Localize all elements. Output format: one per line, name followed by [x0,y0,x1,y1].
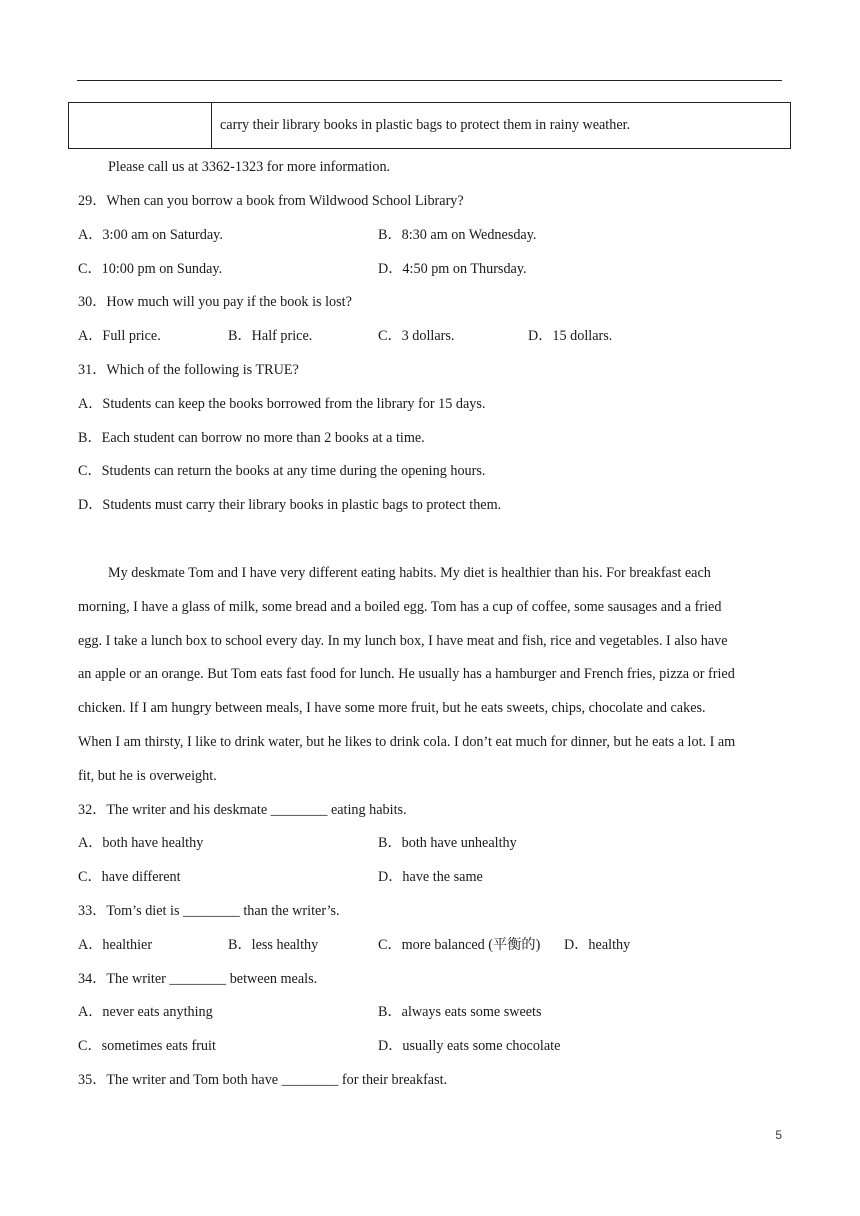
question-31-stem: 31．Which of the following is TRUE? [78,362,299,378]
passage-line: chicken. If I am hungry between meals, I have some more fruit, but he eats sweets, chips, chocolate and cakes. [78,700,706,716]
page-number: 5 [775,1128,782,1142]
question-33-option-a: A．healthier [78,937,153,953]
question-33-stem: 33．Tom’s diet is ________ than the writer’s. [78,903,340,919]
table-cell-text: carry their library books in plastic bags to protect them in rainy weather. [212,103,791,149]
question-31-option-c: C．Students can return the books at any time during the opening hours. [78,463,486,479]
passage-line: morning, I have a glass of milk, some bread and a boiled egg. Tom has a cup of coffee, some sausages and a fried [78,599,722,615]
question-30-option-d: D．15 dollars. [528,328,613,344]
question-32-option-c: C．have different [78,869,181,885]
question-30-option-a: A．Full price. [78,328,161,344]
header-rule [77,80,782,81]
question-35-stem: 35．The writer and Tom both have ________ for their breakfast. [78,1072,448,1088]
question-34-option-a: A．never eats anything [78,1004,213,1020]
question-33-option-b: B．less healthy [228,937,319,953]
question-31-option-a: A．Students can keep the books borrowed from the library for 15 days. [78,396,486,412]
question-30-stem: 30．How much will you pay if the book is lost? [78,294,352,310]
question-31-option-d: D．Students must carry their library books in plastic bags to protect them. [78,497,502,513]
question-29-option-a: A．3:00 am on Saturday. [78,227,223,243]
passage-line: an apple or an orange. But Tom eats fast food for lunch. He usually has a hamburger and French fries, pizza or fried [78,666,735,682]
question-30-option-c: C．3 dollars. [378,328,455,344]
question-32-option-d: D．have the same [378,869,483,885]
question-31-option-b: B．Each student can borrow no more than 2 books at a time. [78,430,425,446]
question-34-option-d: D．usually eats some chocolate [378,1038,561,1054]
passage-line: When I am thirsty, I like to drink water, but he likes to drink cola. I don’t eat much for dinner, but he eats a lot. I am [78,734,736,750]
passage-line: fit, but he is overweight. [78,768,217,784]
question-32-option-a: A．both have healthy [78,835,204,851]
question-33-option-c: C．more balanced (平衡的) [378,937,541,953]
question-29-option-d: D．4:50 pm on Thursday. [378,261,527,277]
question-29-option-b: B．8:30 am on Wednesday. [378,227,537,243]
table-cell-empty [69,103,212,149]
rules-table-fragment [68,102,791,149]
passage-line: egg. I take a lunch box to school every day. In my lunch box, I have meat and fish, rice and vegetables. I also have [78,633,728,649]
passage-line: My deskmate Tom and I have very different eating habits. My diet is healthier than his. For breakfast each [108,565,711,581]
question-34-option-b: B．always eats some sweets [378,1004,542,1020]
question-29-option-c: C．10:00 pm on Sunday. [78,261,223,277]
question-32-option-b: B．both have unhealthy [378,835,517,851]
question-33-option-d: D．healthy [564,937,631,953]
question-32-stem: 32．The writer and his deskmate ________ eating habits. [78,802,407,818]
contact-line: Please call us at 3362-1323 for more information. [108,159,391,175]
question-29-stem: 29．When can you borrow a book from Wildwood School Library? [78,193,464,209]
table-row [69,103,791,149]
question-30-option-b: B．Half price. [228,328,313,344]
question-34-option-c: C．sometimes eats fruit [78,1038,216,1054]
question-34-stem: 34．The writer ________ between meals. [78,971,318,987]
